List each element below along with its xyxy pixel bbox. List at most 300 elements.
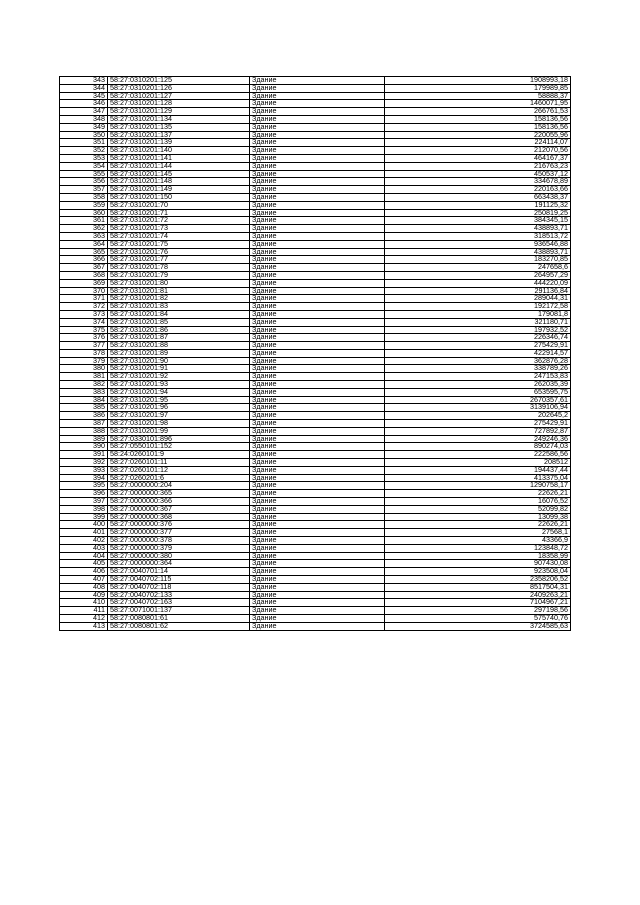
object-type-cell: Здание: [250, 248, 385, 256]
table-row: [60, 162, 571, 170]
row-number-cell: 354: [60, 162, 108, 170]
object-type-cell: Здание: [250, 583, 385, 591]
cadastral-value-cell: 384345,15: [385, 217, 571, 225]
cadastral-value-cell: 3724585,63: [385, 622, 571, 630]
cadastral-value-cell: 890274,03: [385, 443, 571, 451]
row-number-cell: 351: [60, 139, 108, 147]
cadastral-number-cell: 58:27:0550101:152: [108, 443, 250, 451]
cadastral-number-cell: 58:27:0310201:85: [108, 318, 250, 326]
object-type-cell: Здание: [250, 443, 385, 451]
table-row: [60, 217, 571, 225]
cadastral-number-cell: 58:27:0310201:92: [108, 373, 250, 381]
cadastral-value-cell: 413375,04: [385, 474, 571, 482]
object-type-cell: Здание: [250, 521, 385, 529]
row-number-cell: 371: [60, 295, 108, 303]
row-number-cell: 379: [60, 357, 108, 365]
cadastral-value-cell: 191125,32: [385, 201, 571, 209]
cadastral-value-cell: 663438,37: [385, 193, 571, 201]
cadastral-number-cell: 58:27:0260201:6: [108, 474, 250, 482]
cadastral-number-cell: 58:27:0310201:128: [108, 100, 250, 108]
object-type-cell: Здание: [250, 451, 385, 459]
object-type-cell: Здание: [250, 537, 385, 545]
table-row: [60, 552, 571, 560]
object-type-cell: Здание: [250, 412, 385, 420]
table-row: [60, 381, 571, 389]
cadastral-value-cell: 907430,08: [385, 560, 571, 568]
cadastral-number-cell: 58:27:0310201:83: [108, 303, 250, 311]
table-row: [60, 591, 571, 599]
cadastral-number-cell: 58:27:0310201:129: [108, 108, 250, 116]
object-type-cell: Здание: [250, 576, 385, 584]
cadastral-number-cell: 58:27:0000000:367: [108, 505, 250, 513]
object-type-cell: Здание: [250, 131, 385, 139]
table-row: [60, 529, 571, 537]
object-type-cell: Здание: [250, 279, 385, 287]
table-row: [60, 349, 571, 357]
cadastral-value-cell: 262035,39: [385, 381, 571, 389]
cadastral-value-cell: 52099,82: [385, 505, 571, 513]
cadastral-number-cell: 58:27:0310201:76: [108, 248, 250, 256]
object-type-cell: Здание: [250, 614, 385, 622]
row-number-cell: 395: [60, 482, 108, 490]
object-type-cell: Здание: [250, 139, 385, 147]
row-number-cell: 380: [60, 365, 108, 373]
cadastral-number-cell: 58:27:0310201:135: [108, 123, 250, 131]
table-row: [60, 443, 571, 451]
object-type-cell: Здание: [250, 591, 385, 599]
cadastral-value-cell: 2358206,52: [385, 576, 571, 584]
table-row: [60, 357, 571, 365]
row-number-cell: 393: [60, 466, 108, 474]
object-type-cell: Здание: [250, 474, 385, 482]
cadastral-number-cell: 58:27:0000000:378: [108, 537, 250, 545]
table-row: [60, 614, 571, 622]
cadastral-number-cell: 58:27:0080801:62: [108, 622, 250, 630]
row-number-cell: 397: [60, 498, 108, 506]
row-number-cell: 368: [60, 271, 108, 279]
object-type-cell: Здание: [250, 357, 385, 365]
cadastral-value-cell: 202645,2: [385, 412, 571, 420]
cadastral-number-cell: 58:27:0310201:75: [108, 240, 250, 248]
cadastral-number-cell: 58:27:0000000:376: [108, 521, 250, 529]
row-number-cell: 374: [60, 318, 108, 326]
table-row: [60, 264, 571, 272]
row-number-cell: 350: [60, 131, 108, 139]
row-number-cell: 378: [60, 349, 108, 357]
table-row: [60, 295, 571, 303]
row-number-cell: 396: [60, 490, 108, 498]
cadastral-number-cell: 58:27:0310201:90: [108, 357, 250, 365]
object-type-cell: Здание: [250, 490, 385, 498]
table-row: [60, 365, 571, 373]
cadastral-number-cell: 58:27:0310201:140: [108, 147, 250, 155]
object-type-cell: Здание: [250, 529, 385, 537]
cadastral-value-cell: 923508,04: [385, 568, 571, 576]
cadastral-number-cell: 58:27:0310201:87: [108, 334, 250, 342]
table-row: [60, 490, 571, 498]
row-number-cell: 357: [60, 186, 108, 194]
object-type-cell: Здание: [250, 482, 385, 490]
cadastral-number-cell: 58:27:0000000:380: [108, 552, 250, 560]
object-type-cell: Здание: [250, 513, 385, 521]
object-type-cell: Здание: [250, 186, 385, 194]
cadastral-number-cell: 58:27:0000000:364: [108, 560, 250, 568]
row-number-cell: 376: [60, 334, 108, 342]
table-row: [60, 342, 571, 350]
table-row: [60, 193, 571, 201]
object-type-cell: Здание: [250, 427, 385, 435]
row-number-cell: 402: [60, 537, 108, 545]
object-type-cell: Здание: [250, 295, 385, 303]
row-number-cell: 391: [60, 451, 108, 459]
row-number-cell: 411: [60, 607, 108, 615]
object-type-cell: Здание: [250, 396, 385, 404]
object-type-cell: Здание: [250, 201, 385, 209]
object-type-cell: Здание: [250, 552, 385, 560]
object-type-cell: Здание: [250, 349, 385, 357]
row-number-cell: 386: [60, 412, 108, 420]
cadastral-value-cell: 212070,56: [385, 147, 571, 155]
object-type-cell: Здание: [250, 365, 385, 373]
row-number-cell: 384: [60, 396, 108, 404]
object-type-cell: Здание: [250, 108, 385, 116]
table-row: [60, 240, 571, 248]
table-row: [60, 147, 571, 155]
cadastral-value-cell: 289044,31: [385, 295, 571, 303]
table-row: [60, 287, 571, 295]
row-number-cell: 382: [60, 381, 108, 389]
table-row: [60, 115, 571, 123]
cadastral-number-cell: 58:27:0040702:133: [108, 591, 250, 599]
object-type-cell: Здание: [250, 435, 385, 443]
cadastral-number-cell: 58:27:0310201:139: [108, 139, 250, 147]
object-type-cell: Здание: [250, 256, 385, 264]
cadastral-number-cell: 58:27:0000000:377: [108, 529, 250, 537]
cadastral-number-cell: 58:27:0000000:379: [108, 544, 250, 552]
cadastral-value-cell: 266761,53: [385, 108, 571, 116]
table-row: [60, 388, 571, 396]
table-row: [60, 599, 571, 607]
table-row: [60, 568, 571, 576]
object-type-cell: Здание: [250, 404, 385, 412]
row-number-cell: 410: [60, 599, 108, 607]
cadastral-number-cell: 58:27:0310201:73: [108, 225, 250, 233]
cadastral-number-cell: 58:27:0310201:134: [108, 115, 250, 123]
table-row: [60, 279, 571, 287]
object-type-cell: Здание: [250, 607, 385, 615]
cadastral-number-cell: 58:27:0310201:86: [108, 326, 250, 334]
cadastral-number-cell: 58:27:0000000:204: [108, 482, 250, 490]
row-number-cell: 348: [60, 115, 108, 123]
row-number-cell: 358: [60, 193, 108, 201]
object-type-cell: Здание: [250, 318, 385, 326]
cadastral-number-cell: 58:27:0310201:77: [108, 256, 250, 264]
object-type-cell: Здание: [250, 240, 385, 248]
object-type-cell: Здание: [250, 303, 385, 311]
object-type-cell: Здание: [250, 599, 385, 607]
cadastral-value-cell: 179989,85: [385, 84, 571, 92]
cadastral-number-cell: 58:27:0310201:78: [108, 264, 250, 272]
table-row: [60, 139, 571, 147]
row-number-cell: 362: [60, 225, 108, 233]
cadastral-value-cell: 220163,66: [385, 186, 571, 194]
cadastral-value-cell: 321180,71: [385, 318, 571, 326]
cadastral-value-cell: 247153,83: [385, 373, 571, 381]
table-row: [60, 310, 571, 318]
cadastral-number-cell: 58:27:0040702:115: [108, 576, 250, 584]
row-number-cell: 373: [60, 310, 108, 318]
cadastral-value-cell: 16076,52: [385, 498, 571, 506]
row-number-cell: 400: [60, 521, 108, 529]
cadastral-value-cell: 575740,76: [385, 614, 571, 622]
table-row: [60, 513, 571, 521]
table-row: [60, 404, 571, 412]
cadastral-number-cell: 58:27:0260101:12: [108, 466, 250, 474]
cadastral-number-cell: 58:27:0260101:11: [108, 459, 250, 467]
row-number-cell: 347: [60, 108, 108, 116]
cadastral-value-cell: 438893,71: [385, 248, 571, 256]
object-type-cell: Здание: [250, 326, 385, 334]
object-type-cell: Здание: [250, 92, 385, 100]
cadastral-value-cell: 1460071,95: [385, 100, 571, 108]
row-number-cell: 385: [60, 404, 108, 412]
cadastral-number-cell: 58:27:0310201:81: [108, 287, 250, 295]
cadastral-value-cell: 1908993,18: [385, 77, 571, 85]
row-number-cell: 367: [60, 264, 108, 272]
cadastral-number-cell: 58:27:0330101:896: [108, 435, 250, 443]
cadastral-value-cell: 22626,21: [385, 490, 571, 498]
table-row: [60, 256, 571, 264]
cadastral-number-cell: 58:27:0040701:14: [108, 568, 250, 576]
cadastral-number-cell: 58:27:0000000:365: [108, 490, 250, 498]
cadastral-number-cell: 58:27:0310201:80: [108, 279, 250, 287]
table-body: [60, 77, 571, 631]
cadastral-number-cell: 58:27:0310201:148: [108, 178, 250, 186]
row-number-cell: 381: [60, 373, 108, 381]
row-number-cell: 408: [60, 583, 108, 591]
table-row: [60, 225, 571, 233]
object-type-cell: Здание: [250, 115, 385, 123]
row-number-cell: 401: [60, 529, 108, 537]
object-type-cell: Здание: [250, 271, 385, 279]
cadastral-value-cell: 27568,1: [385, 529, 571, 537]
cadastral-number-cell: 58:27:0310201:126: [108, 84, 250, 92]
cadastral-number-cell: 58:27:0310201:137: [108, 131, 250, 139]
row-number-cell: 360: [60, 209, 108, 217]
table-row: [60, 412, 571, 420]
object-type-cell: Здание: [250, 622, 385, 630]
data-table: [59, 76, 571, 631]
row-number-cell: 370: [60, 287, 108, 295]
cadastral-number-cell: 58:27:0310201:70: [108, 201, 250, 209]
table-row: [60, 92, 571, 100]
table-row: [60, 108, 571, 116]
cadastral-value-cell: 183270,85: [385, 256, 571, 264]
row-number-cell: 356: [60, 178, 108, 186]
object-type-cell: Здание: [250, 147, 385, 155]
cadastral-number-cell: 58:27:0310201:95: [108, 396, 250, 404]
cadastral-value-cell: 275429,91: [385, 342, 571, 350]
cadastral-value-cell: 222586,56: [385, 451, 571, 459]
row-number-cell: 366: [60, 256, 108, 264]
cadastral-number-cell: 58:27:0310201:96: [108, 404, 250, 412]
cadastral-value-cell: 444220,09: [385, 279, 571, 287]
object-type-cell: Здание: [250, 388, 385, 396]
cadastral-number-cell: 58:27:0040702:163: [108, 599, 250, 607]
cadastral-value-cell: 653595,75: [385, 388, 571, 396]
table-row: [60, 84, 571, 92]
row-number-cell: 361: [60, 217, 108, 225]
table-row: [60, 100, 571, 108]
row-number-cell: 409: [60, 591, 108, 599]
table-row: [60, 451, 571, 459]
table-row: [60, 537, 571, 545]
cadastral-value-cell: 7104967,21: [385, 599, 571, 607]
table-row: [60, 303, 571, 311]
table-row: [60, 123, 571, 131]
cadastral-value-cell: 58888,37: [385, 92, 571, 100]
cadastral-number-cell: 58:27:0310201:125: [108, 77, 250, 85]
cadastral-value-cell: 13099,38: [385, 513, 571, 521]
object-type-cell: Здание: [250, 100, 385, 108]
row-number-cell: 387: [60, 420, 108, 428]
row-number-cell: 372: [60, 303, 108, 311]
cadastral-number-cell: 58:27:0071001:137: [108, 607, 250, 615]
cadastral-value-cell: 224114,07: [385, 139, 571, 147]
table-row: [60, 544, 571, 552]
cadastral-number-cell: 58:27:0000000:366: [108, 498, 250, 506]
table-row: [60, 170, 571, 178]
table-row: [60, 498, 571, 506]
table-row: [60, 583, 571, 591]
object-type-cell: Здание: [250, 466, 385, 474]
cadastral-value-cell: 450537,12: [385, 170, 571, 178]
cadastral-value-cell: 226346,74: [385, 334, 571, 342]
cadastral-number-cell: 58:27:0080801:61: [108, 614, 250, 622]
cadastral-value-cell: 208512: [385, 459, 571, 467]
object-type-cell: Здание: [250, 178, 385, 186]
table-row: [60, 232, 571, 240]
row-number-cell: 398: [60, 505, 108, 513]
object-type-cell: Здание: [250, 568, 385, 576]
object-type-cell: Здание: [250, 84, 385, 92]
object-type-cell: Здание: [250, 334, 385, 342]
cadastral-value-cell: 158136,56: [385, 115, 571, 123]
cadastral-number-cell: 58:27:0310201:89: [108, 349, 250, 357]
cadastral-value-cell: 297198,56: [385, 607, 571, 615]
table-row: [60, 560, 571, 568]
object-type-cell: Здание: [250, 373, 385, 381]
object-type-cell: Здание: [250, 381, 385, 389]
cadastral-number-cell: 58:27:0310201:91: [108, 365, 250, 373]
table-row: [60, 622, 571, 630]
row-number-cell: 403: [60, 544, 108, 552]
row-number-cell: 405: [60, 560, 108, 568]
cadastral-number-cell: 58:27:0310201:88: [108, 342, 250, 350]
row-number-cell: 406: [60, 568, 108, 576]
row-number-cell: 344: [60, 84, 108, 92]
cadastral-value-cell: 1290758,17: [385, 482, 571, 490]
cadastral-value-cell: 250819,25: [385, 209, 571, 217]
table-row: [60, 318, 571, 326]
table-row: [60, 131, 571, 139]
object-type-cell: Здание: [250, 193, 385, 201]
row-number-cell: 352: [60, 147, 108, 155]
cadastral-value-cell: 291136,84: [385, 287, 571, 295]
cadastral-number-cell: 58:27:0310201:144: [108, 162, 250, 170]
cadastral-value-cell: 197932,52: [385, 326, 571, 334]
table-row: [60, 373, 571, 381]
cadastral-value-cell: 3139106,94: [385, 404, 571, 412]
table-row: [60, 521, 571, 529]
table-row: [60, 186, 571, 194]
table-row: [60, 482, 571, 490]
table-row: [60, 271, 571, 279]
cadastral-value-cell: 318513,72: [385, 232, 571, 240]
cadastral-number-cell: 58:27:0310201:150: [108, 193, 250, 201]
row-number-cell: 375: [60, 326, 108, 334]
row-number-cell: 343: [60, 77, 108, 85]
cadastral-value-cell: 220055,96: [385, 131, 571, 139]
cadastral-number-cell: 58:27:0310201:97: [108, 412, 250, 420]
object-type-cell: Здание: [250, 310, 385, 318]
cadastral-value-cell: 247658,6: [385, 264, 571, 272]
row-number-cell: 383: [60, 388, 108, 396]
table-row: [60, 209, 571, 217]
row-number-cell: 412: [60, 614, 108, 622]
row-number-cell: 392: [60, 459, 108, 467]
cadastral-number-cell: 58:27:0000000:368: [108, 513, 250, 521]
object-type-cell: Здание: [250, 162, 385, 170]
cadastral-number-cell: 58:27:0310201:145: [108, 170, 250, 178]
cadastral-number-cell: 58:27:0310201:99: [108, 427, 250, 435]
object-type-cell: Здание: [250, 170, 385, 178]
cadastral-value-cell: 2670357,61: [385, 396, 571, 404]
table-row: [60, 459, 571, 467]
table-row: [60, 576, 571, 584]
cadastral-number-cell: 58:27:0310201:94: [108, 388, 250, 396]
row-number-cell: 349: [60, 123, 108, 131]
cadastral-number-cell: 58:27:0310201:149: [108, 186, 250, 194]
object-type-cell: Здание: [250, 342, 385, 350]
row-number-cell: 365: [60, 248, 108, 256]
cadastral-number-cell: 58:27:0310201:79: [108, 271, 250, 279]
object-type-cell: Здание: [250, 544, 385, 552]
table-row: [60, 435, 571, 443]
cadastral-number-cell: 58:27:0040702:118: [108, 583, 250, 591]
cadastral-value-cell: 249246,36: [385, 435, 571, 443]
row-number-cell: 346: [60, 100, 108, 108]
row-number-cell: 369: [60, 279, 108, 287]
cadastral-number-cell: 58:24:0260101:9: [108, 451, 250, 459]
row-number-cell: 389: [60, 435, 108, 443]
object-type-cell: Здание: [250, 264, 385, 272]
table-row: [60, 201, 571, 209]
row-number-cell: 407: [60, 576, 108, 584]
table-row: [60, 178, 571, 186]
object-type-cell: Здание: [250, 225, 385, 233]
object-type-cell: Здание: [250, 232, 385, 240]
cadastral-value-cell: 18358,99: [385, 552, 571, 560]
object-type-cell: Здание: [250, 287, 385, 295]
cadastral-number-cell: 58:27:0310201:98: [108, 420, 250, 428]
cadastral-value-cell: 43366,9: [385, 537, 571, 545]
object-type-cell: Здание: [250, 459, 385, 467]
cadastral-value-cell: 2409263,21: [385, 591, 571, 599]
cadastral-value-cell: 275429,91: [385, 420, 571, 428]
cadastral-value-cell: 422914,57: [385, 349, 571, 357]
row-number-cell: 377: [60, 342, 108, 350]
